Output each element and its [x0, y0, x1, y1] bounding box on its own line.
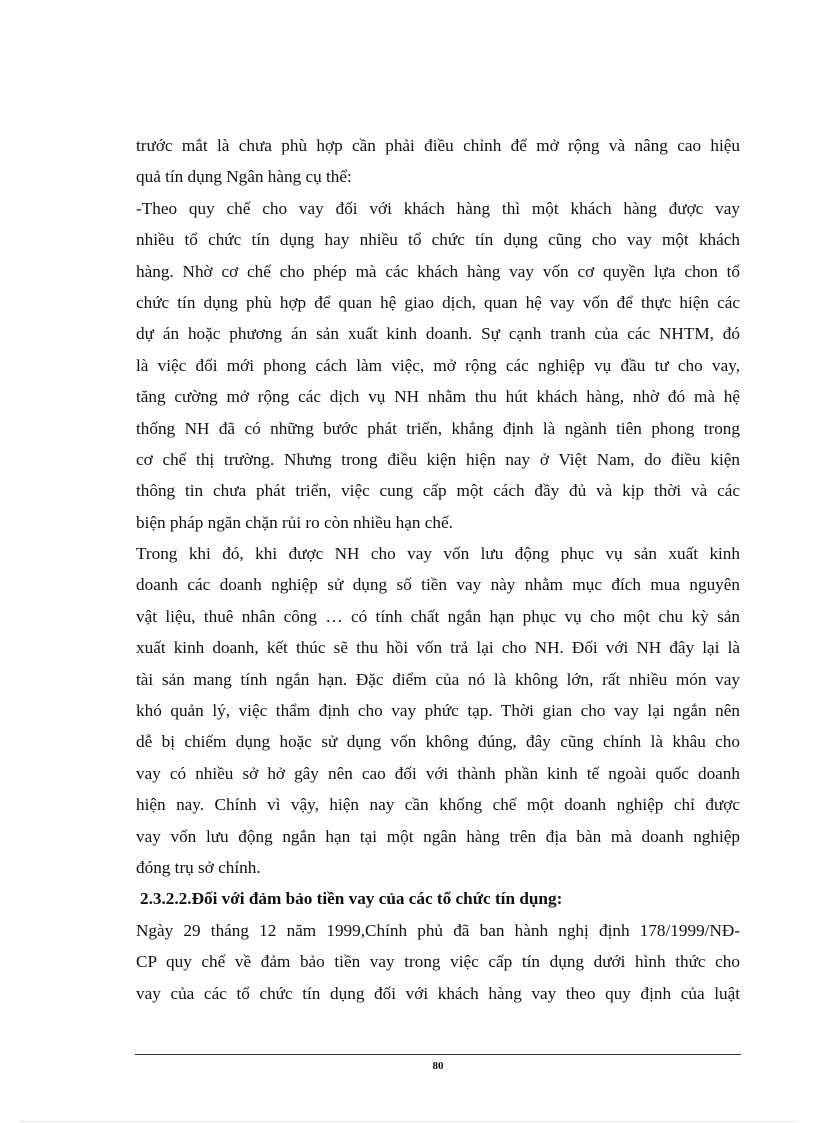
text-line: xuất kinh doanh, kết thúc sẽ thu hồi vốn trả lại cho NH. Đối với NH đây lại là	[136, 638, 740, 658]
text-line: vay có nhiều sở hở gây nên cao đối với thành phần kinh tế ngoài quốc doanh	[136, 763, 740, 783]
text-line: biện pháp ngăn chặn rủi ro còn nhiều hạn chế.	[136, 512, 453, 532]
text-line: khó quản lý, việc thẩm định cho vay phức tạp. Thời gian cho vay lại ngắn nên	[136, 701, 740, 721]
text-line: trước mắt là chưa phù hợp cần phải điều chỉnh để mở rộng và nâng cao hiệu	[136, 136, 740, 155]
page-edge-dotted-line	[20, 1121, 796, 1122]
text-line: là việc đổi mới phong cách làm việc, mở rộng các nghiệp vụ đầu tư cho vay,	[136, 355, 740, 375]
text-line: vay của các tổ chức tín dụng đối với khách hàng vay theo quy định của luật	[136, 983, 740, 1003]
section-heading: 2.3.2.2.Đối với đảm bảo tiền vay của các tổ chức tín dụng:	[140, 889, 563, 909]
text-line: Trong khi đó, khi được NH cho vay vốn lưu động phục vụ sản xuất kinh	[136, 544, 740, 564]
text-line: CP quy chế về đảm bảo tiền vay trong việc cấp tín dụng dưới hình thức cho	[136, 952, 740, 972]
text-line: -Theo quy chế cho vay đối với khách hàng thì một khách hàng được vay	[136, 198, 740, 218]
text-line: quả tín dụng Ngân hàng cụ thể:	[136, 167, 352, 187]
text-line: nhiều tổ chức tín dụng hay nhiều tổ chức tín dụng cũng cho vay một khách	[136, 230, 740, 250]
text-line: dự án hoặc phương án sản xuất kinh doanh. Sự cạnh tranh của các NHTM, đó	[136, 324, 740, 344]
text-line: chức tín dụng phù hợp để quan hệ giao dịch, quan hệ vay vốn để thực hiện các	[136, 292, 740, 312]
text-line: hàng. Nhờ cơ chế cho phép mà các khách hàng vay vốn cơ quyền lựa chon tổ	[136, 261, 740, 281]
text-line: doanh các doanh nghiệp sử dụng số tiền vay này nhằm mục đích mua nguyên	[136, 575, 740, 595]
footer-divider	[135, 1054, 741, 1055]
text-line: tăng cường mở rộng các dịch vụ NH nhằm thu hút khách hàng, nhờ đó mà hệ	[136, 387, 740, 407]
text-line: thông tin chưa phát triển, việc cung cấp một cách đầy đủ và kịp thời và các	[136, 481, 740, 501]
text-line: tài sản mang tính ngắn hạn. Đặc điểm của nó là không lớn, rất nhiều món vay	[136, 669, 740, 689]
text-line: cơ chế thị trường. Nhưng trong điều kiện hiện nay ở Việt Nam, do điều kiện	[136, 449, 740, 469]
body-text	[136, 130, 740, 1009]
text-line: vật liệu, thuê nhân công … có tính chất ngắn hạn phục vụ cho một chu kỳ sản	[136, 606, 740, 626]
text-line: thống NH đã có những bước phát triển, khẳng định là ngành tiên phong trong	[136, 418, 740, 438]
text-line: Ngày 29 tháng 12 năm 1999,Chính phủ đã ban hành nghị định 178/1999/NĐ-	[136, 920, 740, 940]
text-line: hiện nay. Chính vì vậy, hiện nay cần khống chế một doanh nghiệp chỉ được	[136, 795, 740, 815]
text-line: dễ bị chiếm dụng hoặc sử dụng vốn không đúng, đây cũng chính là khâu cho	[136, 732, 740, 752]
text-line: vay vốn lưu động ngắn hạn tại một ngân hàng trên địa bàn mà doanh nghiệp	[136, 826, 740, 846]
text-line: đóng trụ sở chính.	[136, 857, 261, 877]
page-number: 80	[432, 1060, 444, 1072]
